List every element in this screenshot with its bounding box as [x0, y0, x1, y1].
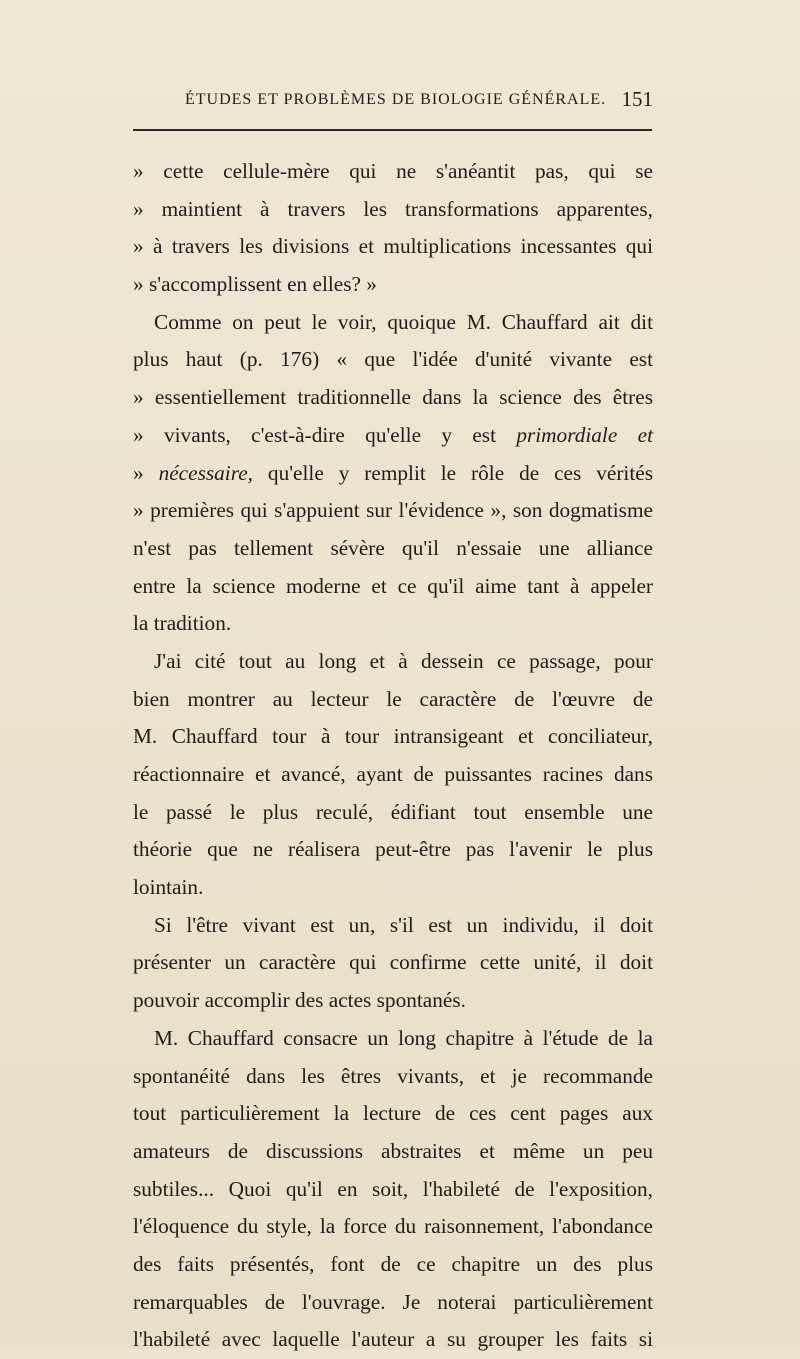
- text-line: » cette cellule-mère qui ne s'anéantit pas, qui se: [133, 159, 653, 183]
- text-line: lointain.: [133, 875, 204, 900]
- text-line: entre la science moderne et ce qu'il aime tant à appeler: [133, 573, 653, 598]
- body-text: [133, 153, 653, 1359]
- text-line: pouvoir accomplir des actes spontanés.: [133, 988, 466, 1013]
- text-line: le passé le plus reculé, édifiant tout ensemble une: [133, 799, 653, 824]
- text-line: subtiles... Quoi qu'il en soit, l'habileté de l'exposition,: [133, 1176, 653, 1201]
- text-line: J'ai cité tout au long et à dessein ce passage, pour: [154, 648, 653, 673]
- text-line: » s'accomplissent en elles? »: [133, 272, 377, 297]
- text-line: plus haut (p. 176) « que l'idée d'unité vivante est: [133, 347, 653, 372]
- text-line-mixed: [133, 417, 653, 455]
- italic-segment: nécessaire,: [158, 460, 253, 485]
- text-line: » maintient à travers les transformations apparentes,: [133, 196, 653, 221]
- text-line: l'éloquence du style, la force du raisonnement, l'abondance: [133, 1214, 653, 1239]
- italic-segment: primordiale et: [516, 422, 653, 447]
- text-line-mixed: [133, 455, 653, 493]
- page-number: 151: [621, 87, 653, 111]
- text-line: M. Chauffard tour à tour intransigeant et conciliateur,: [133, 724, 653, 749]
- text-line: l'habileté avec laquelle l'auteur a su grouper les faits si: [133, 1327, 653, 1352]
- text-line: des faits présentés, font de ce chapitre un des plus: [133, 1251, 653, 1276]
- text-line: réactionnaire et avancé, ayant de puissantes racines dans: [133, 762, 653, 786]
- text-line: » premières qui s'appuient sur l'évidence », son dogmatisme: [133, 498, 653, 523]
- text-line: » essentiellement traditionnelle dans la science des êtres: [133, 385, 653, 410]
- text-line: remarquables de l'ouvrage. Je noterai particulièrement: [133, 1289, 653, 1314]
- text-line: amateurs de discussions abstraites et même un peu: [133, 1138, 653, 1163]
- text-line: présenter un caractère qui confirme cette unité, il doit: [133, 950, 653, 975]
- text-line: bien montrer au lecteur le caractère de l'œuvre de: [133, 686, 653, 711]
- text-line: M. Chauffard consacre un long chapitre à l'étude de la: [154, 1025, 653, 1050]
- text-line: théorie que ne réalisera peut-être pas l'avenir le plus: [133, 837, 653, 862]
- text-line: la tradition.: [133, 611, 232, 636]
- running-head: [133, 87, 653, 119]
- text-segment: qu'elle y remplit le rôle de ces vérités: [253, 460, 653, 485]
- text-line: Comme on peut le voir, quoique M. Chauffard ait dit: [154, 309, 653, 334]
- text-segment: » vivants, c'est-à-dire qu'elle y est: [133, 422, 517, 447]
- text-line: Si l'être vivant est un, s'il est un individu, il doit: [154, 912, 653, 937]
- running-title: ÉTUDES ET PROBLÈMES DE BIOLOGIE GÉNÉRALE.: [185, 91, 607, 108]
- text-line: » à travers les divisions et multiplications incessantes qui: [133, 234, 653, 259]
- text-line: n'est pas tellement sévère qu'il n'essaie une alliance: [133, 535, 653, 560]
- text-segment: »: [133, 460, 159, 485]
- text-line: spontanéité dans les êtres vivants, et je recommande: [133, 1063, 653, 1088]
- text-line: tout particulièrement la lecture de ces cent pages aux: [133, 1101, 653, 1126]
- header-rule: [133, 129, 652, 131]
